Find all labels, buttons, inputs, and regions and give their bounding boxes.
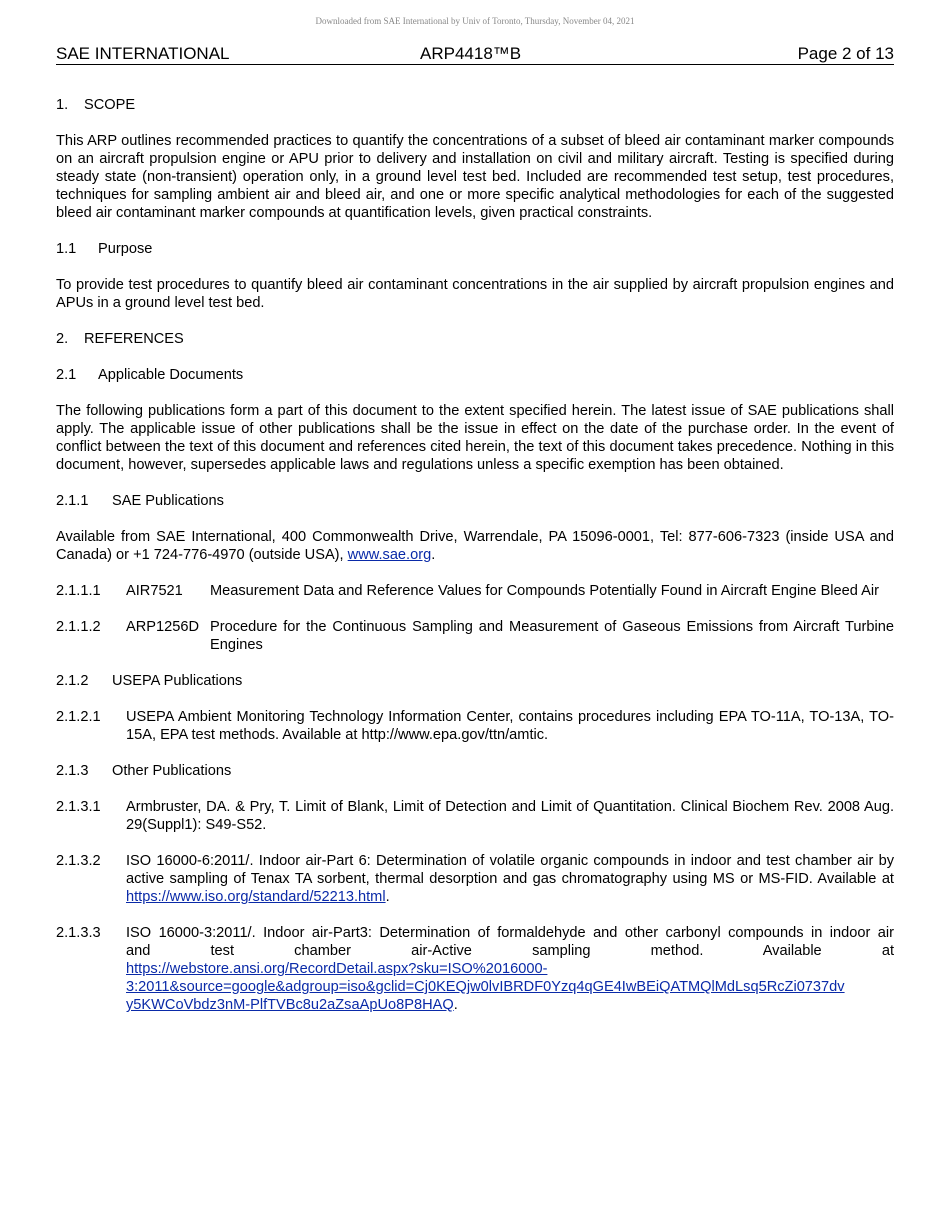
ansi-webstore-link-part-2[interactable]: 3:2011&source=google&adgroup=iso&gclid=Cj0KEQjw0lvIBRDF0Yzq4qGE4IwBEiQATMQlMdLsq5RcZi0737dv [126, 979, 845, 995]
reference-number: 2.1.2.1 [56, 709, 101, 725]
reference-text-continued: and test chamber air-Active sampling method. Available at [126, 943, 894, 959]
section-number: 1.1 [56, 241, 77, 257]
section-applicable-documents-heading [56, 366, 894, 384]
reference-code: ARP1256D [126, 619, 200, 635]
ansi-webstore-link-block[interactable]: https://webstore.ansi.org/RecordDetail.aspx?sku=ISO%2016000- 3:2011&source=google&adgroup=iso&gclid=Cj0KEQjw0lvIBRDF0Yzq4qGE4IwBEiQATMQlMdLsq5RcZi0737dv y5KWCoVbdz3nM-PlfTVBc8u2aZsaApUo8P8HAQ. [126, 961, 845, 1013]
iso-standard-link[interactable]: https://www.iso.org/standard/52213.html [126, 889, 386, 905]
reference-text: ISO 16000-6:2011/. Indoor air-Part 6: Determination of volatile organic compounds in indoor and test chamber air by active sampling of Tenax TA sorbent, thermal desorption and gas chromatography using MS or MS-FID. Available at [126, 853, 894, 887]
reference-title: Procedure for the Continuous Sampling and Measurement of Gaseous Emissions from Aircraft Turbine Engines [210, 619, 894, 653]
scope-paragraph: This ARP outlines recommended practices to quantify the concentrations of a subset of bleed air contaminant marker compounds on an aircraft propulsion engine or APU prior to delivery and installation on civil and military aircraft. Testing is specified during steady state (non-transient) operation only, in a ground level test bed. Included are recommended test setup, test procedures, techniques for sampling ambient air and bleed air, and one or more specific analytical methodologies for each of the suggested bleed air contaminant marker compounds at quantification levels, given practical constraints. [56, 133, 894, 221]
header-doc-id: ARP4418™B [420, 44, 522, 63]
section-purpose-heading [56, 240, 894, 258]
section-title: Applicable Documents [98, 367, 244, 383]
section-other-publications-heading [56, 762, 894, 780]
sae-address-text: Available from SAE International, 400 Commonwealth Drive, Warrendale, PA 15096-0001, Tel: 877-606-7323 (inside USA and Canada) or +1 724-776-4970 (outside USA), [56, 529, 894, 563]
document-body [56, 96, 894, 1032]
page-header [56, 44, 894, 65]
section-title: SAE Publications [112, 493, 224, 509]
section-title: Other Publications [112, 763, 232, 779]
reference-item [56, 708, 894, 744]
header-page-number: Page 2 of 13 [797, 44, 894, 63]
applicable-documents-paragraph: The following publications form a part of this document to the extent specified herein. The latest issue of SAE publications shall apply. The applicable issue of other publications shall be the issue in effect on the date of the purchase order. In the event of conflict between the text of this document and references cited herein, the text of this document takes precedence. Nothing in this document, however, supersedes applicable laws and regulations unless a specific exemption has been obtained. [56, 403, 894, 473]
header-org: SAE INTERNATIONAL [56, 44, 230, 63]
reference-item [56, 582, 894, 600]
section-number: 1. [56, 97, 69, 113]
reference-text: Armbruster, DA. & Pry, T. Limit of Blank, Limit of Detection and Limit of Quantitation. Clinical Biochem Rev. 2008 Aug. 29(Suppl1): S49-S52. [126, 799, 894, 833]
sae-website-link[interactable]: www.sae.org [347, 547, 432, 563]
purpose-paragraph: To provide test procedures to quantify bleed air contaminant concentrations in the air supplied by aircraft propulsion engines and APUs in a ground level test bed. [56, 277, 894, 311]
reference-number: 2.1.3.2 [56, 853, 101, 869]
section-number: 2.1 [56, 367, 77, 383]
reference-text: USEPA Ambient Monitoring Technology Information Center, contains procedures including EPA TO-11A, TO-13A, TO-15A, EPA test methods. Available at http://www.epa.gov/ttn/amtic. [126, 709, 894, 743]
ansi-webstore-link-part-1[interactable]: https://webstore.ansi.org/RecordDetail.aspx?sku=ISO%2016000- [126, 961, 548, 977]
reference-title: Measurement Data and Reference Values for Compounds Potentially Found in Aircraft Engine Bleed Air [210, 583, 879, 599]
section-references-heading [56, 330, 894, 348]
reference-number: 2.1.1.1 [56, 583, 101, 599]
reference-item [56, 924, 894, 1014]
reference-number: 2.1.3.1 [56, 799, 101, 815]
reference-item: 2.1.3.2 ISO 16000-6:2011/. Indoor air-Part 6: Determination of volatile organic compounds in indoor and test chamber air by active sampling of Tenax TA sorbent, thermal desorption and gas chromatography using MS or MS-FID. Available at https://www.iso.org/standard/52213.html. [56, 853, 894, 905]
reference-code: AIR7521 [126, 583, 183, 599]
section-number: 2.1.3 [56, 763, 89, 779]
section-number: 2.1.1 [56, 493, 89, 509]
ansi-webstore-link-part-3[interactable]: y5KWCoVbdz3nM-PlfTVBc8u2aZsaApUo8P8HAQ [126, 997, 454, 1013]
sae-publications-paragraph: Available from SAE International, 400 Commonwealth Drive, Warrendale, PA 15096-0001, Tel: 877-606-7323 (inside USA and Canada) or +1 724-776-4970 (outside USA), www.sae.org. [56, 529, 894, 563]
reference-item [56, 618, 894, 654]
section-number: 2.1.2 [56, 673, 89, 689]
reference-item [56, 798, 894, 834]
section-number: 2. [56, 331, 69, 347]
download-note: Downloaded from SAE International by Univ of Toronto, Thursday, November 04, 2021 [315, 16, 635, 26]
section-title: USEPA Publications [112, 673, 243, 689]
section-title: Purpose [98, 241, 153, 257]
section-title: REFERENCES [84, 331, 184, 347]
reference-number: 2.1.1.2 [56, 619, 101, 635]
reference-number: 2.1.3.3 [56, 925, 101, 941]
section-scope-heading [56, 96, 894, 114]
section-title: SCOPE [84, 97, 136, 113]
section-sae-publications-heading [56, 492, 894, 510]
reference-text: ISO 16000-3:2011/. Indoor air-Part3: Determination of formaldehyde and other carbonyl compounds in indoor air [126, 925, 894, 941]
section-usepa-publications-heading [56, 672, 894, 690]
